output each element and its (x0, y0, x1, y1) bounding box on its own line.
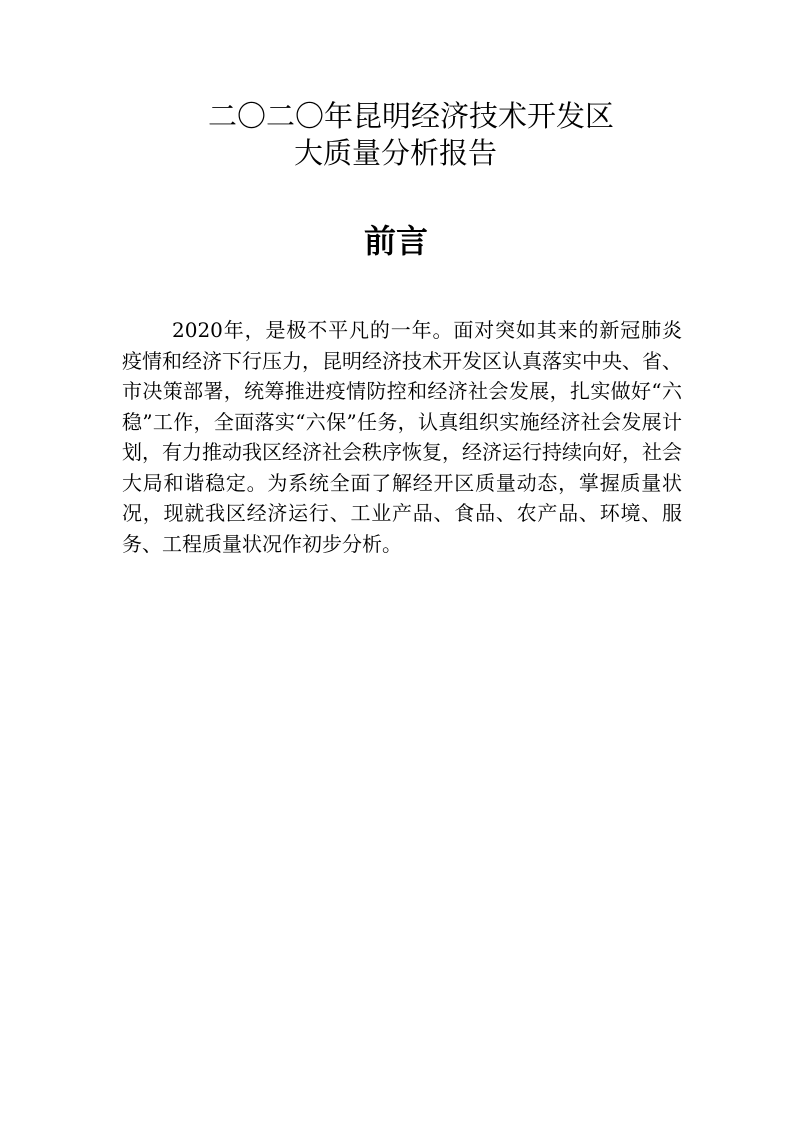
body-paragraph: 2020年，是极不平凡的一年。面对突如其来的新冠肺炎疫情和经济下行压力，昆明经济技术开发区认真落实中央、省、市决策部署，统筹推进疫情防控和经济社会发展，扎实做好“六稳”工作，全面落实“六保”任务，认真组织实施经济社会发展计划，有力推动我区经济社会秩序恢复，经济运行持续向好，社会大局和谐稳定。为系统全面了解经开区质量动态，掌握质量状况，现就我区经济运行、工业产品、食品、农产品、环境、服务、工程质量状况作初步分析。 (122, 318, 682, 556)
document-title-line-1: 二〇二〇年昆明经济技术开发区 (208, 99, 615, 133)
section-heading: 前言 (364, 222, 429, 260)
document-title-line-2: 大质量分析报告 (294, 136, 498, 170)
